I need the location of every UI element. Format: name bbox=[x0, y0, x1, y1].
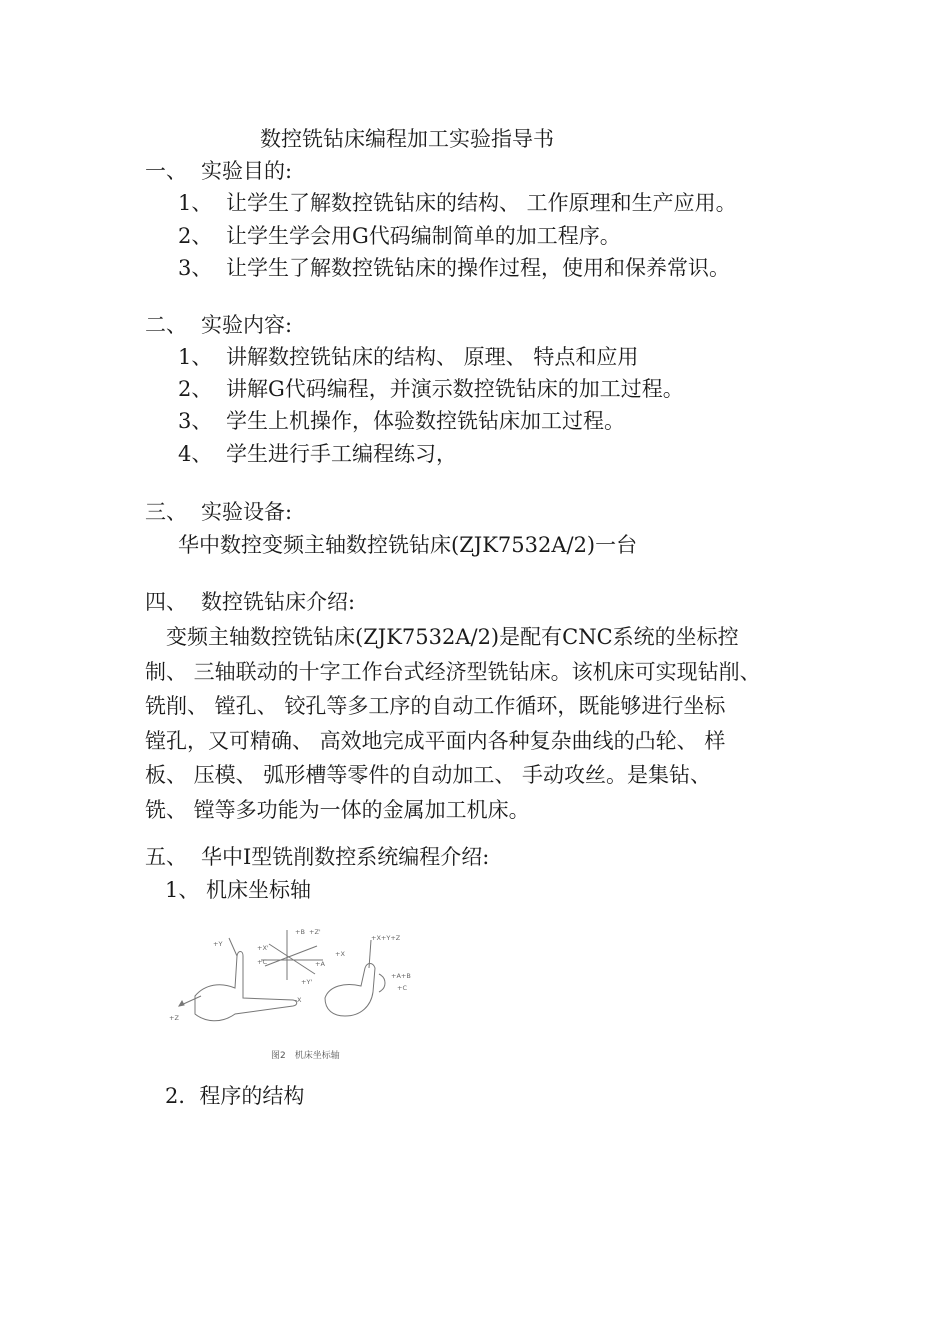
intro-paragraph bbox=[145, 620, 835, 827]
subsection-program-structure: 2．程序的结构 bbox=[165, 1084, 305, 1108]
paragraph-line: 变频主轴数控铣钻床(ZJK7532A/2)是配有CNC系统的坐标控 bbox=[145, 625, 739, 649]
axis-line bbox=[265, 946, 317, 966]
axis-label: +X+Y+Z bbox=[371, 934, 401, 942]
axis-label: +X' bbox=[257, 944, 269, 952]
item-text: 让学生了解数控铣钻床的结构、 工作原理和生产应用。 bbox=[226, 191, 737, 215]
item-number: 1、 bbox=[178, 345, 213, 369]
axis-label: +A+B bbox=[391, 972, 411, 980]
item-text: 学生进行手工编程练习， bbox=[226, 442, 457, 466]
item-text: 让学生学会用G代码编制简单的加工程序。 bbox=[226, 224, 621, 248]
section-number: 二、 bbox=[145, 313, 187, 337]
axis-label: +C bbox=[397, 984, 407, 992]
right-hand-shape bbox=[325, 964, 375, 1017]
item-text: 学生上机操作，体验数控铣钻床加工过程。 bbox=[226, 409, 625, 433]
item-number: 2、 bbox=[178, 224, 213, 248]
paragraph-line: 制、 三轴联动的十字工作台式经济型铣钻床。该机床可实现钻削、 bbox=[145, 659, 761, 684]
paragraph-line: 铣削、 镗孔、 铰孔等多工序的自动工作循环，既能够进行坐标 bbox=[145, 694, 726, 718]
paragraph-line: 镗孔，又可精确、 高效地完成平面内各种复杂曲线的凸轮、 样 bbox=[145, 728, 726, 753]
section-number: 五、 bbox=[145, 845, 187, 869]
section-title: 实验内容: bbox=[201, 313, 293, 337]
item-number: 2、 bbox=[178, 377, 213, 401]
item-text: 讲解G代码编程，并演示数控铣钻床的加工过程。 bbox=[226, 377, 684, 401]
axis-label: +Y bbox=[213, 940, 223, 948]
item-number: 3、 bbox=[178, 256, 213, 280]
list-item bbox=[178, 439, 457, 469]
section-title: 实验设备: bbox=[201, 500, 293, 524]
section-number: 四、 bbox=[145, 590, 187, 614]
axis-label: +Z bbox=[169, 1014, 179, 1022]
section-3-heading bbox=[145, 497, 292, 527]
item-number: 3、 bbox=[178, 409, 213, 433]
list-item bbox=[178, 406, 625, 436]
equipment-text: 华中数控变频主轴数控铣钻床(ZJK7532A/2)一台 bbox=[178, 533, 638, 557]
list-item bbox=[178, 221, 621, 251]
section-5-heading bbox=[145, 842, 489, 872]
list-item bbox=[178, 374, 684, 404]
axis-label: +Z' bbox=[309, 928, 321, 936]
section-title: 数控铣钻床介绍: bbox=[201, 590, 356, 614]
item-number: 1、 bbox=[178, 191, 213, 215]
axis-label: +X bbox=[335, 950, 345, 958]
section-number: 三、 bbox=[145, 500, 187, 524]
axis-line bbox=[269, 944, 315, 974]
section-title: 实验目的: bbox=[201, 159, 293, 183]
axis-line bbox=[229, 938, 237, 956]
list-item bbox=[178, 188, 737, 218]
section-1-heading bbox=[145, 156, 292, 186]
item-text: 讲解数控铣钻床的结构、 原理、 特点和应用 bbox=[226, 345, 639, 369]
axis-label: -X bbox=[295, 996, 302, 1004]
list-item bbox=[178, 253, 730, 283]
paragraph-line: 铣、 镗等多功能为一体的金属加工机床。 bbox=[145, 797, 530, 822]
list-item bbox=[178, 342, 638, 372]
section-4-heading bbox=[145, 587, 355, 617]
document-title: 数控铣钻床编程加工实验指导书 bbox=[260, 127, 554, 151]
left-hand-shape bbox=[195, 952, 297, 1021]
rotation-arc bbox=[379, 974, 385, 992]
item-text: 让学生了解数控铣钻床的操作过程，使用和保养常识。 bbox=[226, 256, 730, 280]
section-number: 一、 bbox=[145, 159, 187, 183]
paragraph-line: 板、 压模、 弧形槽等零件的自动加工、 手动攻丝。是集钻、 bbox=[145, 763, 712, 787]
axis-hand-rule-figure bbox=[165, 922, 445, 1064]
axis-label: +B bbox=[295, 928, 305, 936]
axis-label: +C bbox=[257, 958, 267, 966]
subsection-axes: 1、 机床坐标轴 bbox=[165, 878, 312, 902]
figure-caption: 图2 机床坐标轴 bbox=[271, 1051, 340, 1061]
section-title: 华中Ⅰ型铣削数控系统编程介绍: bbox=[201, 845, 490, 869]
axis-label: +Y' bbox=[301, 978, 313, 986]
section-2-heading bbox=[145, 310, 292, 340]
item-number: 4、 bbox=[178, 442, 213, 466]
axis-label: +A bbox=[315, 960, 325, 968]
